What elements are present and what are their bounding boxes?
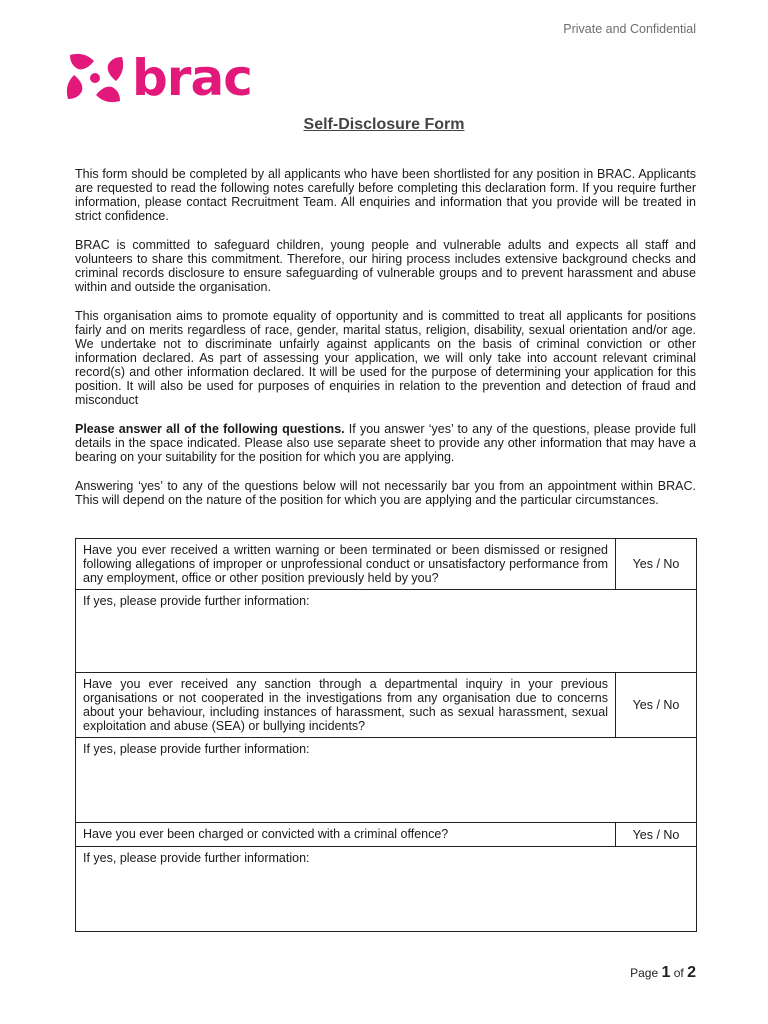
intro-paragraph-1: This form should be completed by all applicants who have been shortlisted for any position in BRAC. Applicants are requested to read the following notes carefully before completing this declaration form. If you require further information, please contact Recruitment Team. All enquiries and information that you provide will be treated in strict confidence. — [75, 167, 696, 223]
questions-table — [75, 538, 697, 932]
question-2-answer[interactable]: Yes / No — [616, 673, 697, 738]
intro-paragraph-3: This organisation aims to promote equality of opportunity and is committed to treat all applicants for positions fairly and on merits regardless of race, gender, marital status, religion, disability, sexual orientation and/or age. We undertake not to discriminate unfairly against applicants on the basis of criminal conviction or other information declared. As part of assessing your application, we will only take into account relevant criminal record(s) and other information declared. It will be used for the purpose of determining your application for this position. It will also be used for purposes of enquiries in relation to the prevention and detection of fraud and misconduct — [75, 309, 696, 407]
brac-logo-text: brac — [132, 49, 252, 107]
instructions-bold: Please answer all of the following questions. — [75, 422, 345, 436]
instructions-text: If you answer ‘yes’ to any of the questions, please provide full details in the space indicated. Please also use separate sheet to provide any other information that may have a bearing on your suitability for the position for which you are applying. — [75, 422, 696, 464]
followup-row-2 — [76, 738, 697, 823]
form-intro — [75, 167, 696, 522]
page-of-word: of — [673, 966, 684, 980]
question-row-2 — [76, 673, 697, 738]
form-title: Self-Disclosure Form — [303, 116, 465, 133]
question-1-text: Have you ever received a written warning or been terminated or been dismissed or resigned following allegations of improper or unprofessional conduct or unsatisfactory performance from any employment, office or other position previously held by you? — [76, 539, 616, 590]
page-number — [630, 964, 696, 982]
page-word: Page — [630, 966, 659, 980]
page-total: 2 — [687, 964, 696, 981]
page-current: 1 — [661, 964, 671, 981]
intro-paragraph-2: BRAC is committed to safeguard children, young people and vulnerable adults and expects all staff and volunteers to share this commitment. Therefore, our hiring process includes extensive background checks and criminal records disclosure to ensure safeguarding of vulnerable groups and to prevent harassment and abuse within and outside the organisation. — [75, 238, 696, 294]
question-row-3 — [76, 823, 697, 847]
brac-logo-icon — [64, 49, 128, 107]
followup-row-1 — [76, 590, 697, 673]
question-3-followup[interactable]: If yes, please provide further information: — [76, 847, 697, 932]
question-2-text: Have you ever received any sanction through a departmental inquiry in your previous organisations or not cooperated in the investigations from any organisation due to concerns about your behaviour, including instances of harassment, such as sexual harassment, sexual exploitation and abuse (SEA) or bullying incidents? — [76, 673, 616, 738]
brac-logo — [64, 48, 252, 108]
question-row-1 — [76, 539, 697, 590]
question-1-answer[interactable]: Yes / No — [616, 539, 697, 590]
followup-row-3 — [76, 847, 697, 932]
instructions-paragraph — [75, 422, 696, 464]
question-2-followup[interactable]: If yes, please provide further information: — [76, 738, 697, 823]
note-paragraph: Answering ‘yes’ to any of the questions below will not necessarily bar you from an appointment within BRAC. This will depend on the nature of the position for which you are applying and the particular circumstances. — [75, 479, 696, 507]
confidential-label: Private and Confidential — [563, 22, 696, 36]
question-3-answer[interactable]: Yes / No — [616, 823, 697, 847]
question-3-text: Have you ever been charged or convicted with a criminal offence? — [76, 823, 616, 847]
question-1-followup[interactable]: If yes, please provide further information: — [76, 590, 697, 673]
